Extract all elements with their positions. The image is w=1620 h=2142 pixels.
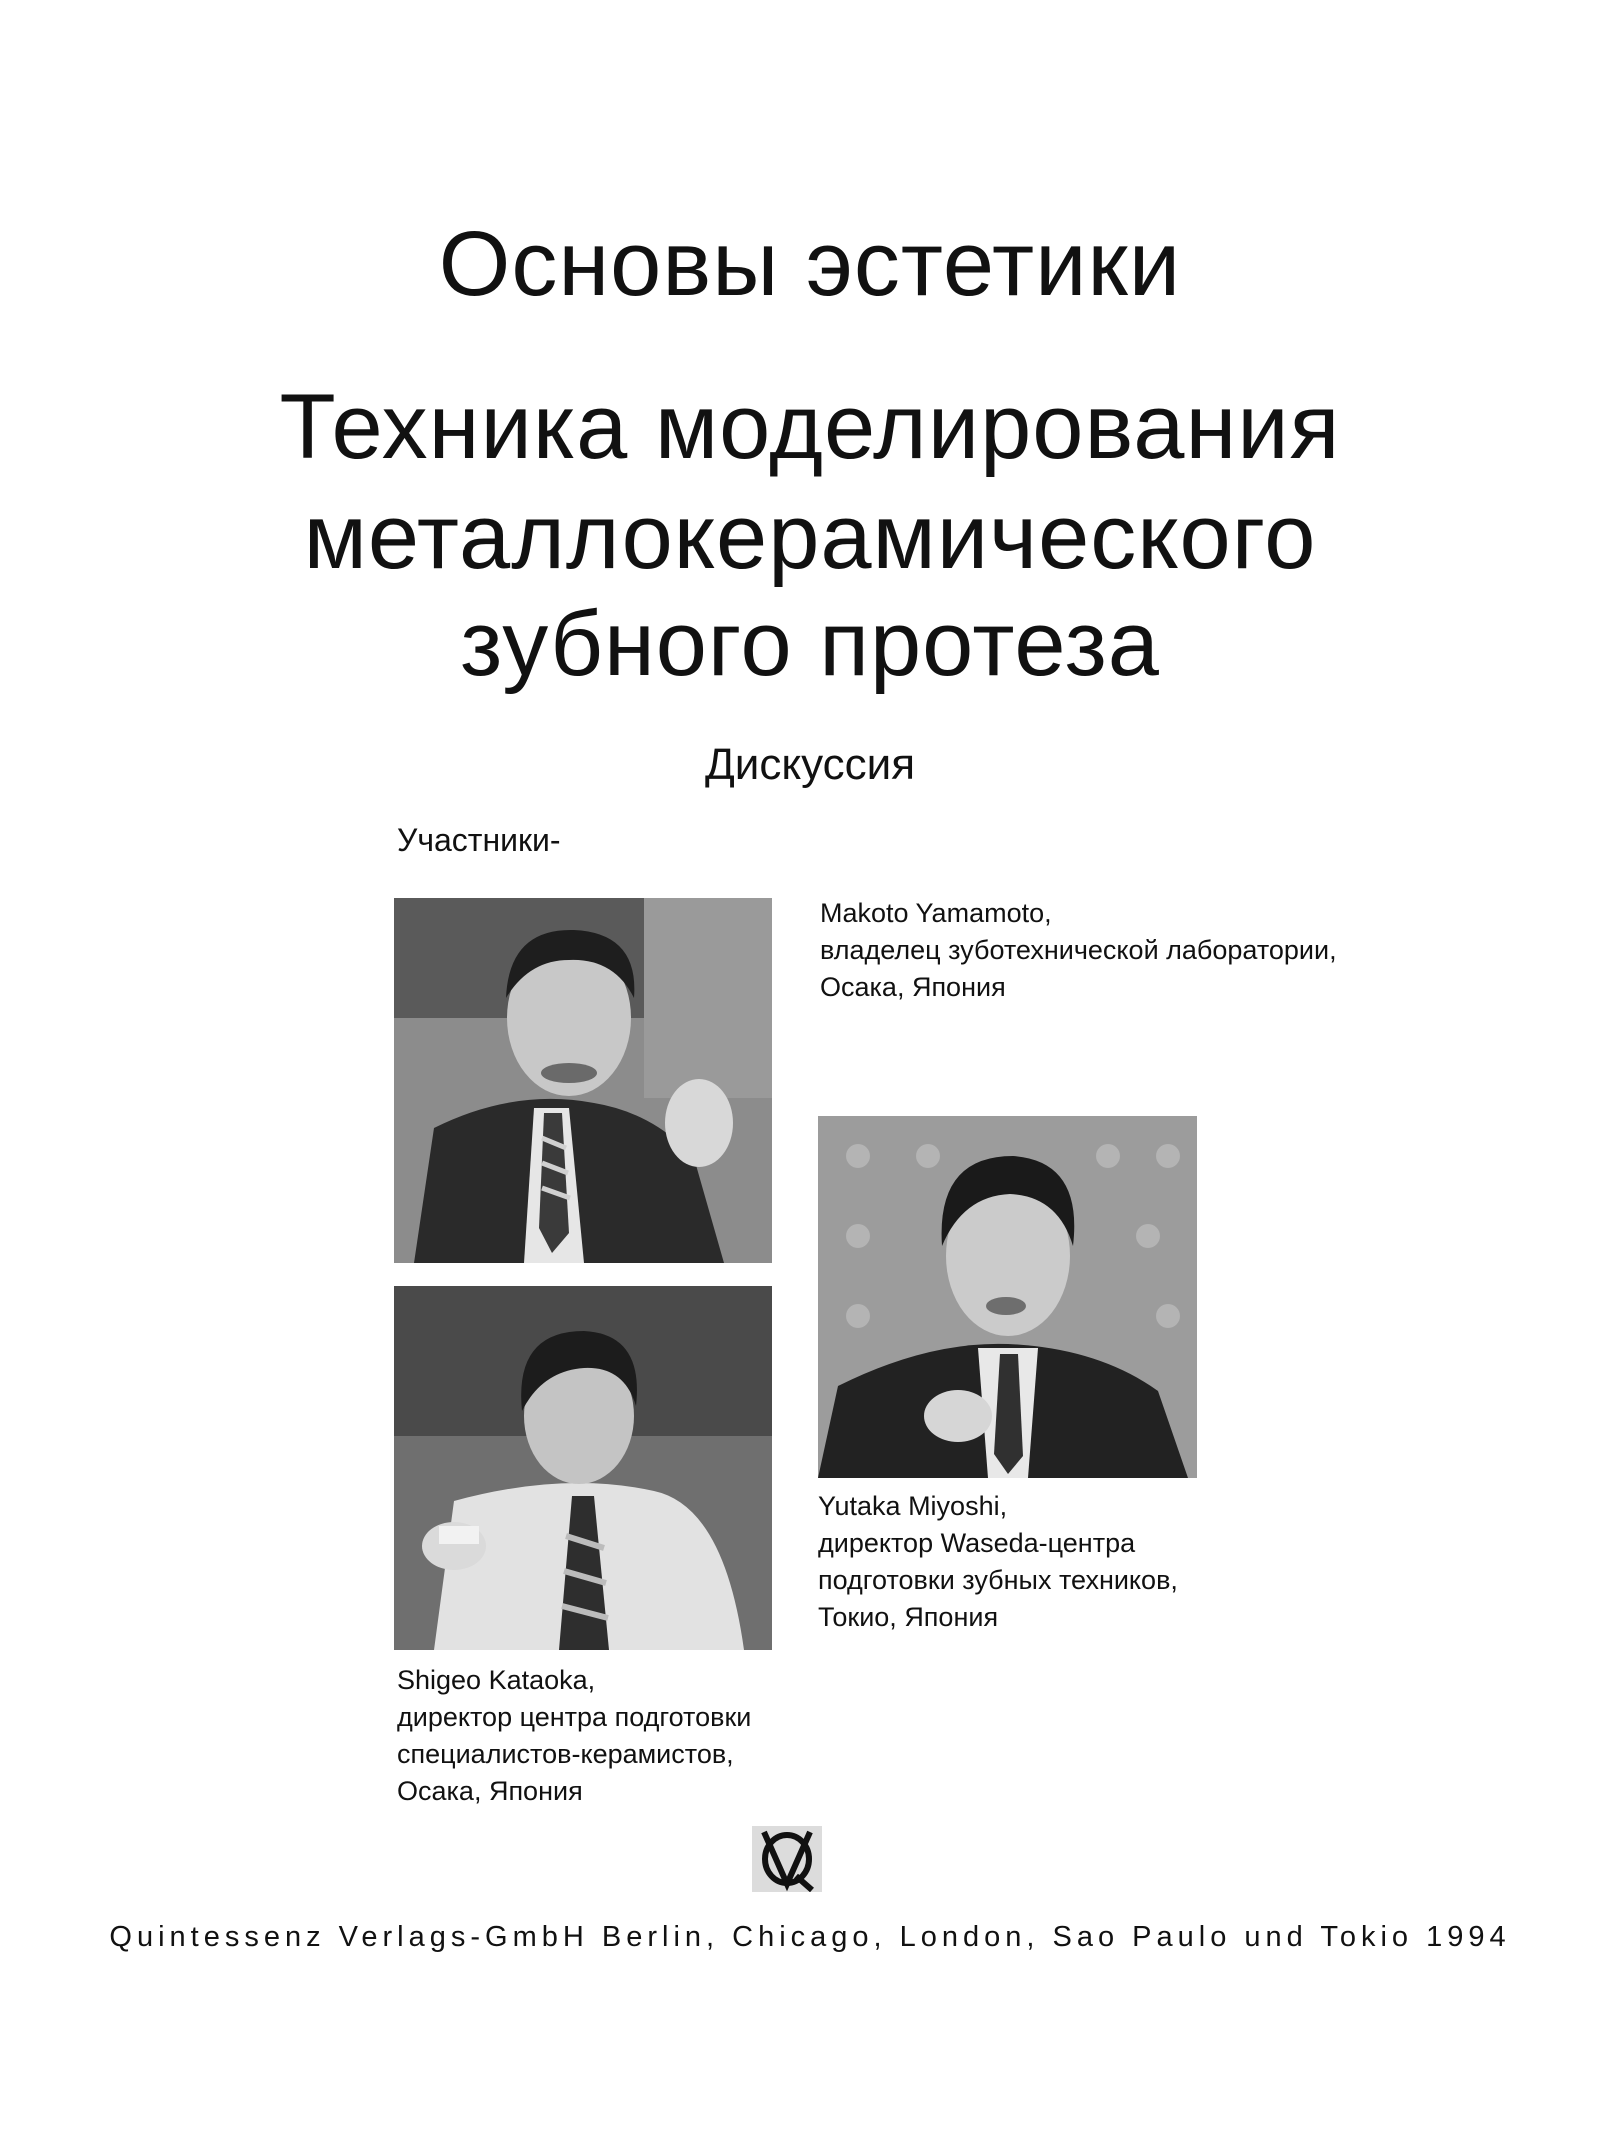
portrait-photo-yamamoto	[394, 898, 772, 1263]
participant-caption-yamamoto	[820, 895, 1337, 1006]
portrait-kataoka-image	[394, 1286, 772, 1650]
participants-heading: Участники-	[397, 822, 561, 858]
participant-role: директор центра подготовки	[397, 1702, 752, 1732]
participant-role-continued: подготовки зубных техников,	[818, 1565, 1178, 1595]
participant-location: Осака, Япония	[820, 972, 1006, 1002]
publisher-imprint: Quintessenz Verlags-GmbH Berlin, Chicago, London, Sao Paulo und Tokio 1994	[109, 1921, 1511, 1953]
portrait-yamamoto-image	[394, 898, 772, 1263]
portrait-miyoshi-image	[818, 1116, 1197, 1478]
participant-name: Makoto Yamamoto,	[820, 898, 1052, 928]
participant-name: Shigeo Kataoka,	[397, 1665, 596, 1695]
participant-location: Осака, Япония	[397, 1776, 583, 1806]
genre-label: Дискуссия	[704, 740, 916, 789]
book-title: Основы эстетики	[438, 213, 1182, 315]
book-subtitle-line-2: металлокерамического	[303, 486, 1317, 588]
participant-caption-miyoshi	[818, 1488, 1178, 1636]
book-subtitle-line-3: зубного протеза	[460, 593, 1160, 695]
participant-location: Токио, Япония	[818, 1602, 999, 1632]
qv-monogram-icon	[752, 1826, 822, 1892]
participant-role: директор Waseda-центра	[818, 1528, 1136, 1558]
participant-name: Yutaka Miyoshi,	[818, 1491, 1008, 1521]
book-subtitle-line-1: Техника моделирования	[279, 376, 1341, 478]
participant-caption-kataoka	[397, 1662, 751, 1810]
participant-role: владелец зуботехнической лаборатории,	[820, 935, 1337, 965]
participant-role-continued: специалистов-керамистов,	[397, 1739, 734, 1769]
portrait-photo-miyoshi	[818, 1116, 1197, 1478]
portrait-photo-kataoka	[394, 1286, 772, 1650]
